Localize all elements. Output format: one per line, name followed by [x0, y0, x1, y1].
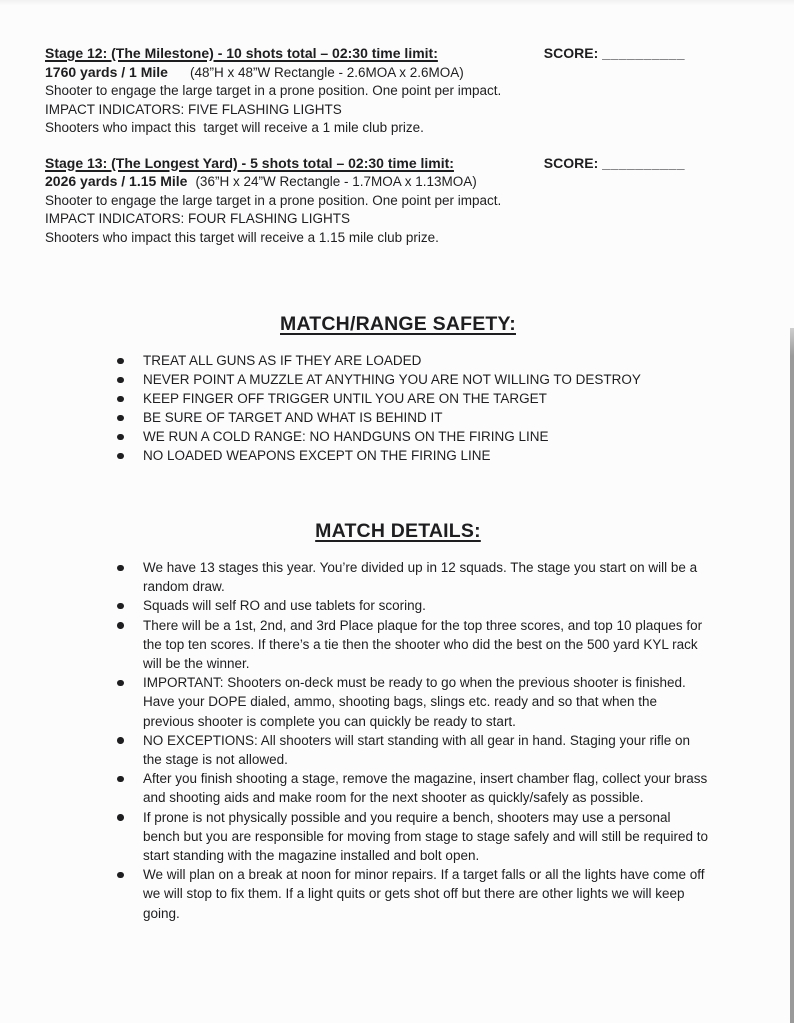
- list-item: NO LOADED WEAPONS EXCEPT ON THE FIRING LINE: [117, 446, 709, 465]
- stage-list: [45, 44, 751, 247]
- stage-spec-row: [45, 63, 751, 83]
- stage-detail-line: Shooter to engage the large target in a prone position. One point per impact.: [45, 83, 502, 98]
- stage-distance: 1760 yards / 1 Mile: [45, 63, 168, 80]
- stage-heading: Stage 12: (The Milestone) - 10 shots total – 02:30 time limit:: [45, 45, 438, 61]
- section-list: [45, 311, 751, 923]
- stage-lines: [45, 82, 751, 138]
- score-field: [544, 44, 685, 63]
- page-content: [45, 44, 751, 923]
- list-item: IMPORTANT: Shooters on-deck must be ready to go when the previous shooter is finished. Have your DOPE dialed, ammo, shooting bags, slings etc. ready and so that when the previous shooter is complete you can quickly be ready to start.: [117, 673, 709, 731]
- stage-lines: [45, 192, 751, 248]
- stage-heading-row: [45, 44, 685, 63]
- list-item: Squads will self RO and use tablets for scoring.: [117, 596, 709, 615]
- stage-detail-line: Shooters who impact this target will receive a 1 mile club prize.: [45, 120, 424, 135]
- bullet-list: [117, 351, 709, 465]
- list-item: We will plan on a break at noon for minor repairs. If a target falls or all the lights have come off we will stop to fix them. If a light quits or gets shot off but there are other lights we will keep going.: [117, 865, 709, 923]
- section: [45, 518, 751, 923]
- section: [45, 311, 751, 465]
- section-title: MATCH/RANGE SAFETY:: [280, 313, 516, 335]
- stage-distance: 2026 yards / 1.15 Mile: [45, 173, 188, 189]
- stage-detail-line: IMPACT INDICATORS: FIVE FLASHING LIGHTS: [45, 101, 342, 117]
- list-item: NEVER POINT A MUZZLE AT ANYTHING YOU ARE NOT WILLING TO DESTROY: [117, 370, 709, 389]
- score-label: SCORE:: [543, 45, 599, 61]
- score-blank-line: __________: [602, 45, 685, 61]
- score-label: SCORE:: [543, 154, 599, 171]
- list-item: WE RUN A COLD RANGE: NO HANDGUNS ON THE FIRING LINE: [117, 427, 709, 446]
- list-item: NO EXCEPTIONS: All shooters will start standing with all gear in hand. Staging your rifle on the stage is not allowed.: [117, 731, 709, 769]
- section-title: MATCH DETAILS:: [315, 520, 481, 542]
- list-item: We have 13 stages this year. You’re divided up in 12 squads. The stage you start on will be a random draw.: [117, 558, 709, 596]
- stage-detail-line: Shooters who impact this target will receive a 1.15 mile club prize.: [45, 229, 439, 245]
- stage-spec-row: [45, 172, 751, 192]
- score-field: [544, 154, 685, 173]
- list-item: After you finish shooting a stage, remove the magazine, insert chamber flag, collect your brass and shooting aids and make room for the next shooter as quickly/safely as possible.: [117, 769, 709, 807]
- list-item: TREAT ALL GUNS AS IF THEY ARE LOADED: [117, 351, 709, 370]
- stage-heading: Stage 13: (The Longest Yard) - 5 shots total – 02:30 time limit:: [45, 154, 454, 171]
- score-blank-line: __________: [602, 154, 685, 171]
- list-item: KEEP FINGER OFF TRIGGER UNTIL YOU ARE ON THE TARGET: [117, 389, 709, 408]
- bullet-list: [117, 558, 709, 923]
- stage-block: [45, 154, 751, 248]
- stage-heading-row: [45, 154, 685, 173]
- target-spec: (36”H x 24”W Rectangle - 1.7MOA x 1.13MOA): [195, 174, 477, 189]
- scan-edge-shadow: [790, 328, 794, 1023]
- list-item: There will be a 1st, 2nd, and 3rd Place plaque for the top three scores, and top 10 plaques for the top ten scores. If there’s a tie then the shooter who did the best on the 500 yard KYL rack will be the winner.: [117, 616, 709, 674]
- list-item: If prone is not physically possible and you require a bench, shooters may use a personal bench but you are responsible for moving from stage to stage safely and will still be required to start standing with the magazine installed and bolt open.: [117, 808, 709, 866]
- stage-detail-line: Shooter to engage the large target in a prone position. One point per impact.: [45, 192, 502, 208]
- stage-detail-line: IMPACT INDICATORS: FOUR FLASHING LIGHTS: [45, 211, 351, 226]
- list-item: BE SURE OF TARGET AND WHAT IS BEHIND IT: [117, 408, 709, 427]
- target-spec: (48”H x 48”W Rectangle - 2.6MOA x 2.6MOA): [189, 64, 464, 80]
- stage-block: [45, 44, 751, 138]
